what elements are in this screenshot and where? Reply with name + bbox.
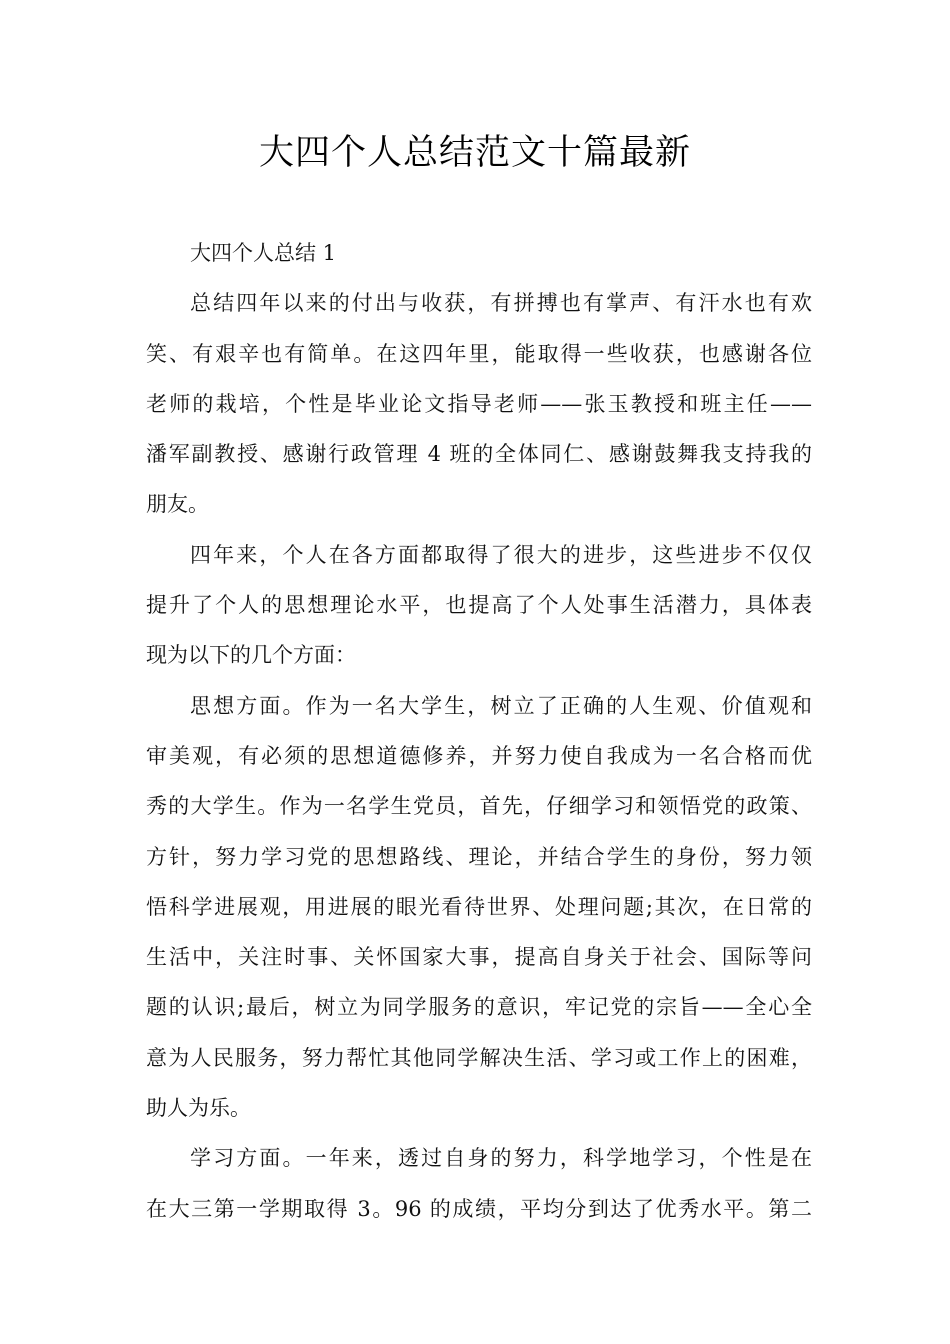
- paragraph-line: 助人为乐。: [146, 1096, 251, 1121]
- paragraph-line: 悟科学进展观，用进展的眼光看待世界、处理问题;其次，在日常的: [146, 894, 812, 919]
- paragraph-line: 秀的大学生。作为一名学生党员，首先，仔细学习和领悟党的政策、: [146, 794, 812, 819]
- paragraph-line: 意为人民服务，努力帮忙其他同学解决生活、学习或工作上的困难，: [146, 1045, 812, 1070]
- paragraph-line: 现为以下的几个方面：: [146, 643, 356, 668]
- paragraph-line: 方针，努力学习党的思想路线、理论，并结合学生的身份，努力领: [146, 844, 812, 869]
- paragraph-line: 笑、有艰辛也有简单。在这四年里，能取得一些收获，也感谢各位: [146, 341, 812, 366]
- paragraph-3: [146, 681, 812, 1134]
- section-heading: 大四个人总结 1: [190, 241, 337, 265]
- paragraph-line: 四年来，个人在各方面都取得了很大的进步，这些进步不仅仅: [190, 542, 812, 567]
- paragraph-4: [146, 1133, 812, 1234]
- paragraph-line: 老师的栽培，个性是毕业论文指导老师——张玉教授和班主任——: [146, 391, 812, 416]
- paragraph-line: 总结四年以来的付出与收获，有拼搏也有掌声、有汗水也有欢: [190, 291, 812, 316]
- paragraph-line: 朋友。: [146, 492, 209, 517]
- paragraph-line: 题的认识;最后，树立为同学服务的意识，牢记党的宗旨——全心全: [146, 995, 812, 1020]
- paragraph-1: [146, 278, 812, 529]
- document-body: [146, 228, 812, 1234]
- page-title: 大四个人总结范文十篇最新: [258, 133, 691, 173]
- paragraph-line: 思想方面。作为一名大学生，树立了正确的人生观、价值观和: [190, 693, 812, 718]
- paragraph-line: 生活中，关注时事、关怀国家大事，提高自身关于社会、国际等问: [146, 945, 812, 970]
- paragraph-line: 潘军副教授、感谢行政管理 4 班的全体同仁、感谢鼓舞我支持我的: [146, 442, 812, 467]
- paragraph-line: 审美观，有必须的思想道德修养，并努力使自我成为一名合格而优: [146, 743, 812, 768]
- paragraph-line: 学习方面。一年来，透过自身的努力，科学地学习，个性是在: [190, 1146, 812, 1171]
- paragraph-2: [146, 530, 812, 681]
- paragraph-line: 在大三第一学期取得 3。96 的成绩，平均分到达了优秀水平。第二: [146, 1196, 812, 1221]
- paragraph-line: 提升了个人的思想理论水平，也提高了个人处事生活潜力，具体表: [146, 593, 812, 618]
